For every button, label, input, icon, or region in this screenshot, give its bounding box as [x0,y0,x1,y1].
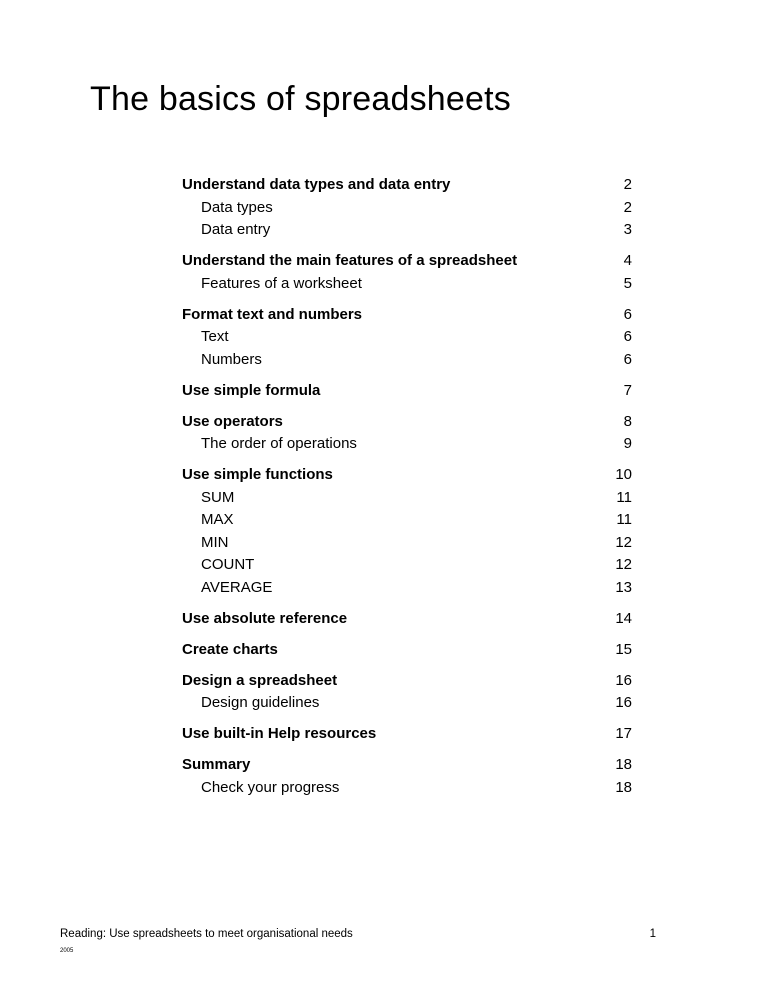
toc-entry-label: Create charts [182,640,278,658]
toc-entry-label: Use built-in Help resources [182,725,377,742]
toc-entry-label: Design guidelines [201,694,320,711]
table-of-contents [182,174,632,799]
toc-entry-page-number: 11 [616,488,632,506]
toc-subsection-entry [182,692,632,715]
toc-entry-label: Data types [201,198,273,216]
toc-entry-page-number: 8 [623,412,632,430]
toc-section-entry [182,411,632,434]
footer-document-title: Reading: Use spreadsheets to meet organisational needs [60,928,353,940]
toc-entry-label: Check your progress [201,778,340,796]
toc-entry-page-number: 17 [615,725,632,742]
toc-entry-page-number: 6 [623,328,632,345]
toc-entry-page-number: 3 [623,221,632,238]
toc-subsection-entry [182,433,632,456]
toc-entry-label: MAX [201,511,234,528]
toc-subsection-entry [182,487,632,510]
toc-entry-page-number: 11 [616,511,632,528]
toc-entry-page-number: 18 [615,778,632,796]
toc-section-entry [182,608,632,631]
footer-page-number: 1 [649,928,656,940]
toc-section-entry [182,670,632,693]
toc-section-entry [182,174,632,197]
toc-entry-label: COUNT [201,556,255,573]
toc-entry-page-number: 2 [623,176,632,193]
toc-subsection-entry [182,577,632,600]
toc-entry-label: Understand the main features of a spreadsheet [182,252,518,269]
toc-entry-page-number: 12 [615,533,632,551]
toc-section-entry [182,250,632,273]
toc-subsection-entry [182,326,632,349]
toc-entry-label: Format text and numbers [182,305,363,323]
toc-entry-page-number: 4 [623,252,632,269]
toc-entry-page-number: 16 [615,694,632,711]
toc-section-entry [182,464,632,487]
toc-entry-page-number: 12 [615,556,632,573]
toc-entry-page-number: 6 [623,350,632,368]
toc-entry-page-number: 9 [623,435,632,452]
toc-entry-label: SUM [201,488,235,506]
toc-section-entry [182,304,632,327]
toc-entry-page-number: 14 [615,609,632,627]
toc-section-entry [182,754,632,777]
toc-entry-label: Data entry [201,221,271,238]
toc-entry-label: Text [201,328,229,345]
toc-entry-label: MIN [201,533,229,551]
toc-entry-label: Design a spreadsheet [182,671,338,689]
toc-subsection-entry [182,349,632,372]
toc-subsection-entry [182,554,632,577]
toc-entry-page-number: 2 [623,198,632,216]
toc-entry-label: The order of operations [201,435,357,452]
toc-section-entry [182,639,632,662]
toc-subsection-entry [182,219,632,242]
toc-subsection-entry [182,273,632,296]
toc-entry-page-number: 15 [615,640,632,658]
toc-entry-label: AVERAGE [201,578,273,596]
toc-entry-page-number: 13 [615,578,632,596]
toc-subsection-entry [182,532,632,555]
toc-subsection-entry [182,197,632,220]
toc-entry-label: Summary [182,756,251,773]
toc-entry-page-number: 16 [615,671,632,689]
toc-section-entry [182,380,632,403]
page-title: The basics of spreadsheets [90,80,511,118]
toc-entry-label: Features of a worksheet [201,274,362,292]
toc-entry-label: Use absolute reference [182,609,348,627]
footer-year: 2005 [60,948,74,954]
toc-entry-label: Use simple functions [182,466,333,483]
toc-entry-label: Understand data types and data entry [182,176,451,193]
toc-entry-page-number: 18 [615,756,632,773]
toc-entry-label: Use simple formula [182,381,321,399]
toc-subsection-entry [182,777,632,800]
toc-section-entry [182,723,632,746]
toc-entry-page-number: 7 [623,381,632,399]
toc-entry-page-number: 5 [623,274,632,292]
toc-entry-label: Numbers [201,350,262,368]
toc-entry-page-number: 10 [615,466,632,483]
toc-entry-label: Use operators [182,412,283,430]
toc-entry-page-number: 6 [623,305,632,323]
toc-subsection-entry [182,509,632,532]
